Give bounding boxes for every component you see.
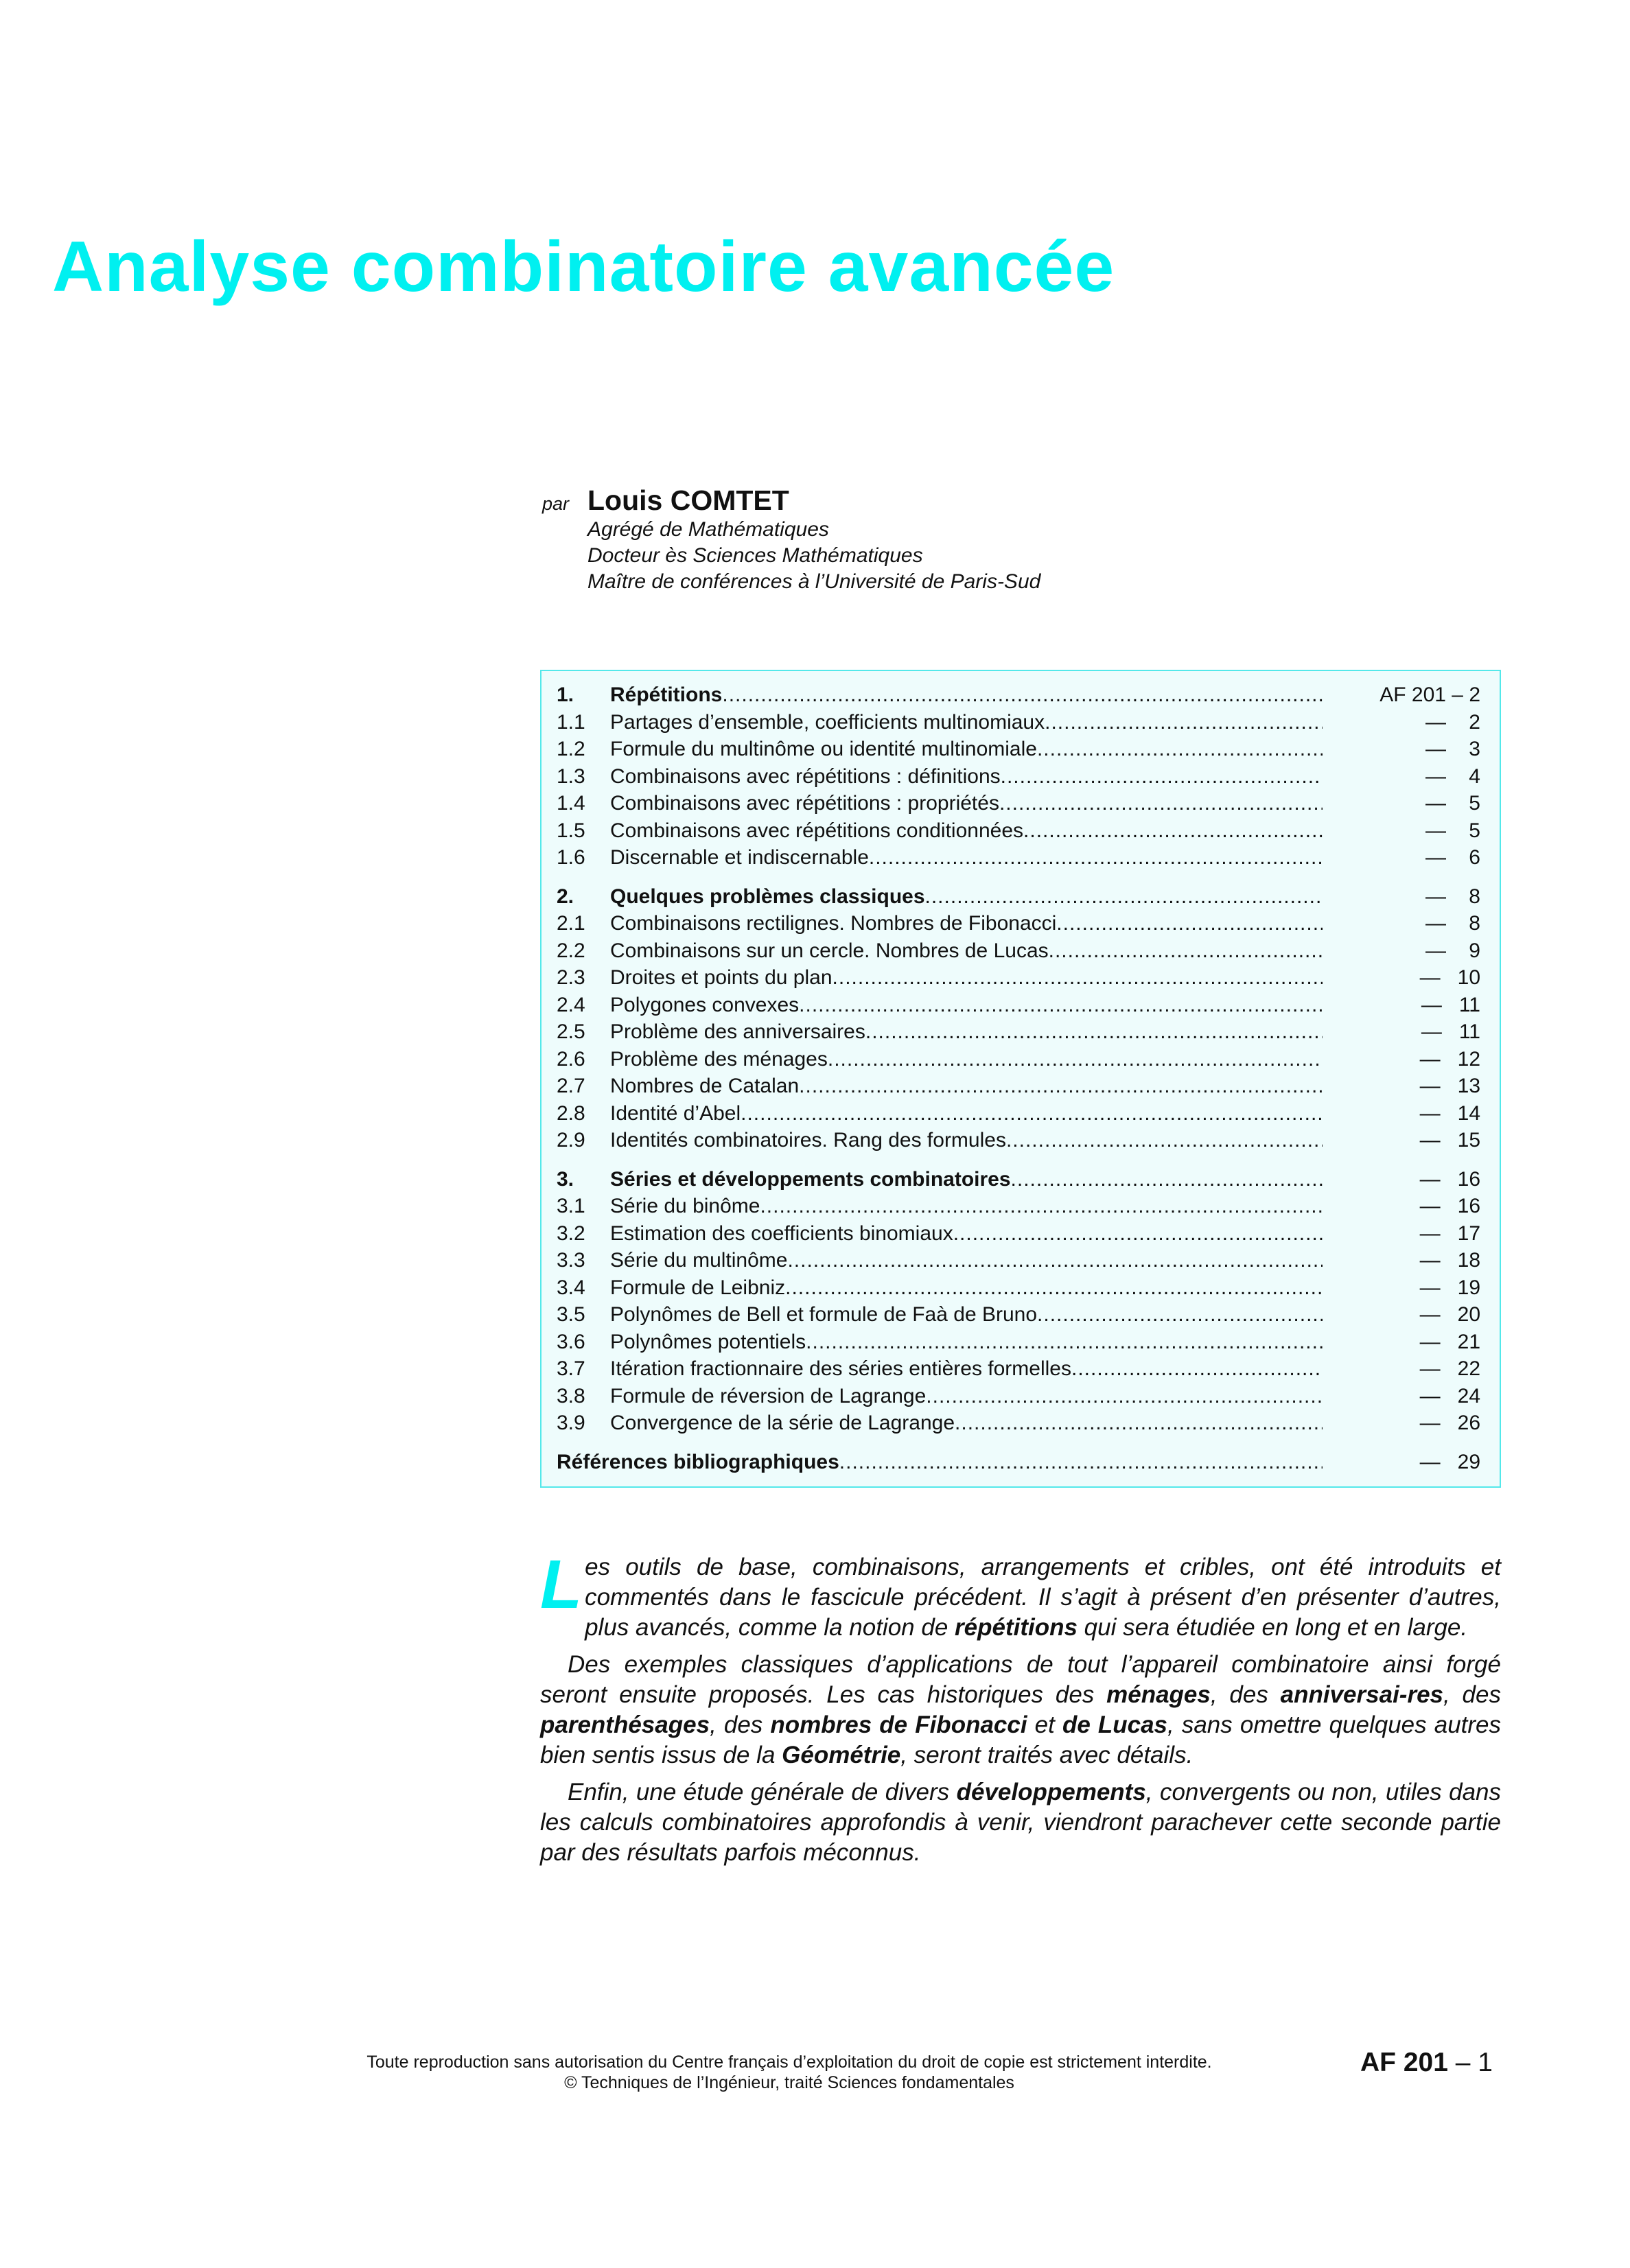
- copyright-notice: [261, 2052, 1318, 2093]
- emphasis-term: parenthésages: [540, 1711, 710, 1738]
- toc-page: — 12: [1419, 1047, 1480, 1071]
- toc-page: — 24: [1419, 1384, 1480, 1407]
- toc-leader: [833, 966, 1323, 990]
- toc-number: 3.2: [557, 1221, 585, 1245]
- toc-number: 3.4: [557, 1276, 585, 1299]
- toc-row: [557, 1276, 1480, 1304]
- toc-page: — 8: [1425, 912, 1480, 935]
- toc-leader: [1001, 765, 1323, 788]
- toc-page: — 15: [1419, 1129, 1480, 1151]
- toc-label: Série du binôme: [610, 1195, 760, 1217]
- toc-leader: [1011, 1168, 1323, 1191]
- toc-label: Combinaisons avec répétitions : définitions: [610, 764, 1001, 788]
- toc-number: 2.: [557, 885, 574, 908]
- page-number: – 1: [1447, 2048, 1493, 2077]
- toc-row: [557, 994, 1480, 1021]
- author-by: par: [542, 493, 570, 514]
- toc-page: — 20: [1419, 1303, 1480, 1326]
- toc-row: [557, 1129, 1480, 1156]
- toc-page: — 13: [1419, 1075, 1480, 1097]
- toc-page: — 11: [1421, 993, 1480, 1016]
- toc-label: Quelques problèmes classiques: [610, 885, 925, 908]
- toc-leader: [1037, 738, 1323, 761]
- toc-row: [557, 1020, 1480, 1048]
- toc-leader: [869, 846, 1323, 869]
- drop-cap: L: [540, 1546, 583, 1623]
- toc-row: [557, 912, 1480, 939]
- page-reference: [1360, 2048, 1493, 2078]
- text-run: Des exemples classiques d’applications de tout l’appareil combinatoire ainsi forgé seront ensuite proposés. Les cas historiques des: [540, 1651, 1501, 1708]
- text-run: , des: [1443, 1681, 1501, 1708]
- toc-label: Formule de Leibniz: [610, 1276, 786, 1299]
- toc-leader: [760, 1195, 1323, 1218]
- emphasis-term: développements: [956, 1779, 1146, 1805]
- toc-label: Références bibliographiques: [557, 1450, 839, 1473]
- toc-number: 2.8: [557, 1101, 585, 1125]
- text-run: qui sera étudiée en long et en large.: [1077, 1614, 1468, 1641]
- document-title: Analyse combinatoire avancée: [52, 227, 1115, 307]
- text-run: Enfin, une étude générale de divers: [568, 1779, 957, 1805]
- toc-row: [557, 1102, 1480, 1130]
- toc-row: [557, 765, 1480, 793]
- toc-leader: [839, 1451, 1323, 1474]
- toc-number: 3.: [557, 1167, 574, 1191]
- toc-row: [557, 1303, 1480, 1331]
- toc-row: [557, 1222, 1480, 1250]
- author-name: Louis COMTET: [587, 484, 789, 516]
- toc-number: 2.2: [557, 939, 585, 962]
- toc-number: 2.3: [557, 966, 585, 989]
- toc-leader: [1049, 939, 1323, 963]
- toc-number: 2.7: [557, 1075, 585, 1097]
- toc-row: [557, 792, 1480, 819]
- toc-number: 2.9: [557, 1129, 585, 1151]
- toc-number: 1.3: [557, 764, 585, 788]
- toc-label: Formule de réversion de Lagrange: [610, 1384, 927, 1407]
- toc-page: — 5: [1425, 819, 1480, 842]
- toc-page: — 22: [1419, 1357, 1480, 1380]
- emphasis-term: nombres de Fibonacci: [770, 1711, 1027, 1738]
- toc-row: [557, 846, 1480, 874]
- toc-row: [557, 711, 1480, 738]
- emphasis-term: anniversai-res: [1280, 1681, 1444, 1708]
- toc-label: Identités combinatoires. Rang des formules: [610, 1129, 1006, 1151]
- toc-number: 3.9: [557, 1412, 585, 1434]
- toc-leader: [953, 1222, 1323, 1246]
- toc-row: [557, 1168, 1480, 1195]
- toc-label: Itération fractionnaire des séries entières formelles: [610, 1357, 1071, 1380]
- toc-label: Séries et développements combinatoires: [610, 1167, 1011, 1191]
- toc-leader: [1045, 711, 1323, 734]
- author-block: [542, 484, 1040, 595]
- toc-page: — 5: [1425, 792, 1480, 815]
- toc-leader: [1037, 1303, 1323, 1326]
- toc-page: — 11: [1421, 1020, 1480, 1043]
- toc-label: Formule du multinôme ou identité multinomiale: [610, 738, 1037, 760]
- toc-number: 1.2: [557, 738, 585, 760]
- toc-number: 2.5: [557, 1020, 585, 1043]
- toc-label: Estimation des coefficients binomiaux: [610, 1221, 953, 1245]
- toc-row: [557, 1331, 1480, 1358]
- copyright-line: Toute reproduction sans autorisation du Centre français d’exploitation du droit de copie est strictement interdite.: [366, 2053, 1212, 2072]
- toc-page: — 17: [1419, 1221, 1480, 1245]
- toc-leader: [1056, 912, 1323, 935]
- toc-label: Répétitions: [610, 683, 723, 706]
- toc-number: 1.1: [557, 710, 585, 734]
- toc-row: [557, 1357, 1480, 1385]
- toc-leader: [1006, 1129, 1323, 1152]
- abstract-paragraph: [540, 1650, 1501, 1770]
- toc-label: Combinaisons sur un cercle. Nombres de Lucas: [610, 939, 1049, 962]
- affiliation: Agrégé de Mathématiques: [587, 518, 829, 541]
- toc-label: Combinaisons avec répétitions conditionnées: [610, 819, 1024, 842]
- toc-page: — 6: [1425, 846, 1480, 869]
- toc-label: Polynômes de Bell et formule de Faà de Bruno: [610, 1303, 1038, 1326]
- toc-row: [557, 1075, 1480, 1102]
- toc-leader: [799, 994, 1323, 1017]
- toc-number: 3.1: [557, 1195, 585, 1217]
- toc-number: 3.6: [557, 1330, 585, 1353]
- toc-row: [557, 1451, 1480, 1478]
- text-run: es outils de base, combinaisons, arrangements et cribles, ont été introduits et commentés dans le fascicule précédent. Il s’agit à présent d’en présenter d’autres, plus avancés, comme la notion de: [585, 1554, 1501, 1641]
- text-run: , des: [710, 1711, 771, 1738]
- toc-leader: [828, 1048, 1323, 1071]
- toc-number: 3.7: [557, 1357, 585, 1380]
- author-line: [542, 484, 1040, 517]
- toc-leader: [925, 885, 1323, 909]
- emphasis-term: répétitions: [955, 1614, 1078, 1641]
- toc-label: Convergence de la série de Lagrange: [610, 1412, 955, 1434]
- toc-page: — 19: [1419, 1276, 1480, 1299]
- toc-page: — 4: [1425, 764, 1480, 788]
- abstract: [540, 1546, 1502, 1875]
- toc-number: 2.4: [557, 993, 585, 1016]
- emphasis-term: ménages: [1106, 1681, 1211, 1708]
- toc-page: — 26: [1419, 1412, 1480, 1434]
- toc-number: 3.8: [557, 1384, 585, 1407]
- affiliation: Maître de conférences à l’Université de Paris-Sud: [587, 570, 1041, 593]
- toc-row: [557, 1412, 1480, 1439]
- toc-page: — 14: [1419, 1101, 1480, 1125]
- toc-label: Problème des anniversaires: [610, 1020, 865, 1043]
- toc-label: Discernable et indiscernable: [610, 846, 869, 869]
- toc-label: Problème des ménages: [610, 1047, 828, 1071]
- toc-page: — 9: [1425, 939, 1480, 962]
- toc-row: [557, 738, 1480, 765]
- toc-row: [557, 1249, 1480, 1276]
- text-run: , seront traités avec détails.: [900, 1742, 1194, 1768]
- toc-leader: [999, 792, 1323, 815]
- abstract-paragraph: [540, 1546, 1501, 1643]
- text-run: et: [1027, 1711, 1062, 1738]
- toc-number: 1.4: [557, 792, 585, 815]
- toc-leader: [799, 1075, 1323, 1098]
- toc-label: Combinaisons avec répétitions : propriétés: [610, 792, 999, 815]
- toc-leader: [1023, 819, 1323, 843]
- text-run: , des: [1210, 1681, 1281, 1708]
- text-run: , convergents ou non, utiles dans les calculs combinatoires approfondis à venir, viendront parachever cette seconde partie par des résultats parfois méconnus.: [540, 1779, 1502, 1866]
- toc-page: — 18: [1419, 1249, 1480, 1272]
- toc-row: [557, 1048, 1480, 1075]
- copyright-line: © Techniques de l’Ingénieur, traité Sciences fondamentales: [564, 2073, 1014, 2092]
- toc-row: [557, 939, 1480, 967]
- toc-page: — 29: [1419, 1450, 1480, 1473]
- toc-page: — 16: [1419, 1195, 1480, 1217]
- toc-leader: [722, 683, 1323, 707]
- toc-page: — 8: [1425, 885, 1480, 908]
- toc-number: 1.: [557, 683, 574, 706]
- toc-number: 2.6: [557, 1047, 585, 1071]
- toc-leader: [741, 1102, 1323, 1125]
- toc-leader: [926, 1385, 1323, 1408]
- table-of-contents: [540, 670, 1501, 1488]
- toc-number: 3.5: [557, 1303, 585, 1326]
- toc-row: [557, 1195, 1480, 1222]
- toc-leader: [787, 1249, 1323, 1272]
- toc-leader: [806, 1331, 1323, 1354]
- text-run: , sans omettre quelques autres bien sentis issus de la: [540, 1711, 1502, 1768]
- toc-row: [557, 966, 1480, 994]
- emphasis-term: Géométrie: [782, 1742, 901, 1768]
- toc-label: Partages d’ensemble, coefficients multinomiaux: [610, 710, 1045, 734]
- toc-label: Polygones convexes: [610, 993, 800, 1016]
- toc-page: — 2: [1425, 710, 1480, 734]
- toc-page: — 16: [1419, 1167, 1480, 1191]
- toc-label: Série du multinôme: [610, 1249, 788, 1272]
- toc-leader: [865, 1020, 1323, 1044]
- toc-number: 2.1: [557, 912, 585, 935]
- toc-number: 1.5: [557, 819, 585, 842]
- toc-label: Identité d’Abel: [610, 1101, 741, 1125]
- toc-page: — 21: [1419, 1330, 1480, 1353]
- toc-label: Polynômes potentiels: [610, 1330, 806, 1353]
- toc-page: — 10: [1419, 966, 1480, 989]
- toc-page: — 3: [1425, 738, 1480, 760]
- toc-number: 3.3: [557, 1249, 585, 1272]
- toc-label: Nombres de Catalan: [610, 1075, 800, 1097]
- document-code: AF 201: [1360, 2048, 1448, 2077]
- toc-page: AF 201 – 2: [1379, 683, 1480, 706]
- toc-number: 1.6: [557, 846, 585, 869]
- toc-leader: [1071, 1357, 1323, 1381]
- toc-label: Droites et points du plan: [610, 966, 833, 989]
- abstract-paragraph: [540, 1777, 1501, 1868]
- toc-row: [557, 1385, 1480, 1412]
- affiliation: Docteur ès Sciences Mathématiques: [587, 544, 923, 567]
- toc-row: [557, 683, 1480, 711]
- emphasis-term: de Lucas: [1062, 1711, 1168, 1738]
- toc-row: [557, 819, 1480, 847]
- toc-row: [557, 885, 1480, 913]
- toc-leader: [955, 1412, 1323, 1435]
- toc-leader: [785, 1276, 1323, 1300]
- toc-label: Combinaisons rectilignes. Nombres de Fibonacci: [610, 912, 1057, 935]
